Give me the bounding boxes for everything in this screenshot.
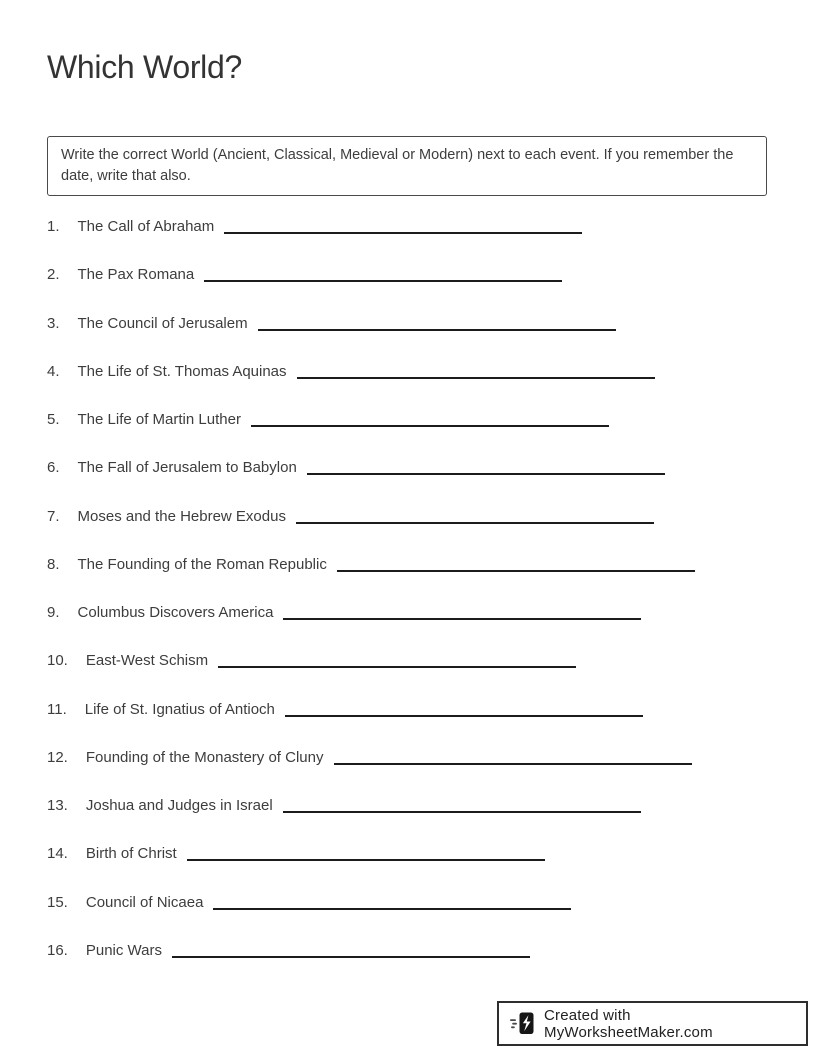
question-row [47,217,695,265]
question-number: 12. [47,748,68,766]
question-number: 10. [47,652,68,670]
question-label: The Fall of Jerusalem to Babylon [77,459,297,477]
question-label: Moses and the Hebrew Exodus [77,507,286,525]
answer-blank [285,715,643,717]
question-list [47,217,695,989]
question-number: 7. [47,507,60,525]
instructions-box [47,136,767,196]
question-label: Life of St. Ignatius of Antioch [84,700,275,718]
answer-blank [204,280,562,282]
question-label: The Council of Jerusalem [77,314,248,332]
question-row [47,362,695,410]
question-label: Founding of the Monastery of Cluny [85,748,324,766]
question-row [47,893,695,941]
answer-blank [296,522,654,524]
question-row [47,796,695,844]
answer-blank [218,666,576,668]
credit-box[interactable] [497,1001,808,1046]
question-label: The Life of St. Thomas Aquinas [77,362,287,380]
question-label: Joshua and Judges in Israel [85,797,273,814]
credit-text: Created with MyWorksheetMaker.com [544,1006,713,1041]
question-label: Columbus Discovers America [77,604,274,621]
question-number: 11. [47,700,67,718]
answer-blank [297,377,655,379]
answer-blank [224,232,582,234]
question-row [47,651,695,699]
question-label: The Call of Abraham [77,218,215,235]
question-number: 3. [47,314,60,332]
question-number: 9. [47,604,60,621]
question-row [47,603,695,651]
answer-blank [258,329,616,331]
question-row [47,555,695,603]
answer-blank [172,956,530,958]
question-number: 8. [47,555,60,573]
question-row [47,844,695,892]
question-label: Birth of Christ [85,845,177,863]
question-row [47,941,695,989]
question-number: 1. [47,218,60,235]
answer-blank [334,763,692,765]
question-number: 13. [47,797,68,814]
question-row [47,700,695,748]
answer-blank [283,811,641,813]
question-row [47,314,695,362]
question-label: The Founding of the Roman Republic [77,555,327,573]
page-title: Which World? [47,49,242,85]
worksheetmaker-logo-icon [510,1010,537,1037]
answer-blank [251,425,609,427]
question-label: The Life of Martin Luther [77,411,241,428]
question-number: 14. [47,845,68,863]
answer-blank [337,570,695,572]
answer-blank [187,859,545,861]
question-number: 4. [47,362,60,380]
question-row [47,458,695,506]
question-number: 16. [47,941,68,959]
question-number: 2. [47,266,60,284]
question-label: Punic Wars [85,941,162,959]
answer-blank [213,908,571,910]
question-label: Council of Nicaea [85,893,204,911]
question-row [47,748,695,796]
question-row [47,410,695,458]
answer-blank [283,618,641,620]
question-row [47,507,695,555]
instructions-text: Write the correct World (Ancient, Classical, Medieval or Modern) next to each event. If you remember the date, write that also. [61,147,734,184]
question-number: 6. [47,459,60,477]
question-row [47,265,695,313]
question-label: The Pax Romana [77,266,195,284]
question-number: 15. [47,893,68,911]
question-label: East-West Schism [85,652,209,670]
question-number: 5. [47,411,60,428]
answer-blank [307,473,665,475]
